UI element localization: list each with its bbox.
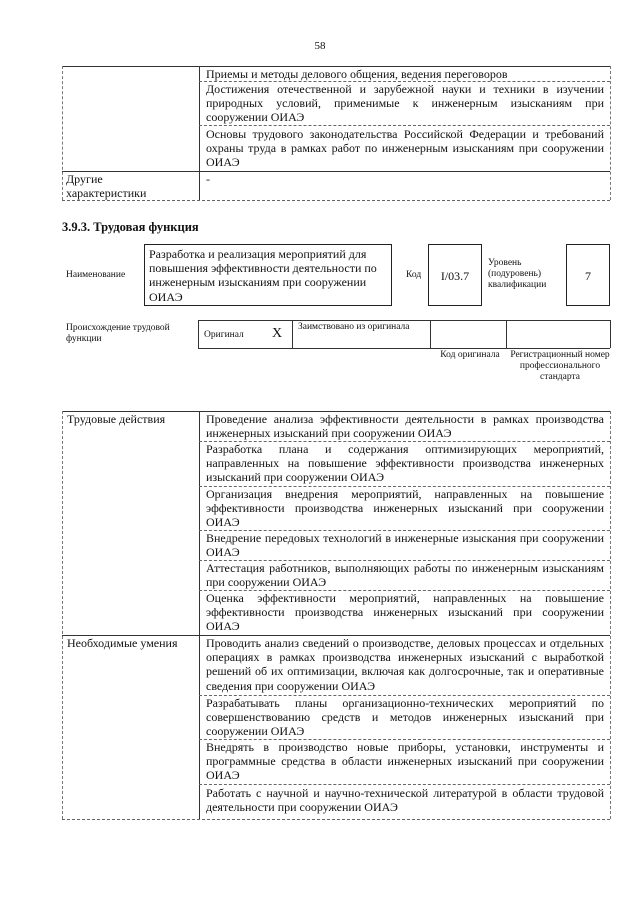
name-box [144,244,392,306]
code-label: Код [406,270,422,280]
table-right-border [610,411,611,819]
level-value: 7 [585,269,591,283]
skill-item: Проводить анализ сведений о производстве, деловых процессах и отдельных операциях в рамках производства инженерных изысканий с выработкой решений об их оптимизации, включая как долгосрочные, так и оперативные сведения при сооружении ОИАЭ [206,636,604,693]
origin-divider [198,320,199,348]
skills-label: Необходимые умения [67,636,178,650]
name-value: Разработка и реализация мероприятий для повышения эффективности деятельности по инженерным изысканиям при сооружении ОИАЭ [149,247,377,304]
skill-item: Разрабатывать планы организационно-технических мероприятий по совершенствованию средств и методов инженерных изысканий при сооружении ОИАЭ [206,696,604,739]
table-left-border [62,411,63,819]
origin-divider [292,320,293,348]
section-title: 3.9.3. Трудовая функция [62,220,199,234]
table-bottom-border [62,819,610,820]
code-caption: Код оригинала [440,350,500,360]
level-box [566,244,610,306]
skill-item: Работать с научной и научно-технической литературой в области трудовой деятельности при сооружении ОИАЭ [206,786,604,815]
origin-bottom-border [198,348,610,349]
row-divider [199,125,610,126]
knowledge-item: Приемы и методы делового общения, ведения переговоров [206,67,508,81]
labor-action-item: Разработка плана и содержания оптимизирующих мероприятий, направленных на повышение эффективности производства инженерных изысканий при сооружении ОИАЭ [206,442,604,485]
name-label: Наименование [66,270,126,280]
labor-action-item: Аттестация работников, выполняющих работы по инженерным изысканиям при сооружении ОИАЭ [206,561,604,590]
labor-action-item: Оценка эффективности мероприятий, направленных на повышение эффективности производства инженерных изысканий при сооружении ОИАЭ [206,591,604,634]
table-bottom-border [62,200,610,201]
other-characteristics-label: Другие характеристики [66,172,147,201]
labor-action-item: Внедрение передовых технологий в инженерные изыскания при сооружении ОИАЭ [206,531,604,560]
knowledge-item: Достижения отечественной и зарубежной науки и техники в изучении природных условий, применимые к инженерным изысканиям при сооружении ОИАЭ [206,82,604,125]
table-right-border [610,66,611,200]
origin-label: Происхождение трудовой функции [66,323,170,344]
origin-divider [430,320,431,348]
table-column-divider [199,411,200,819]
labor-action-item: Организация внедрения мероприятий, направленных на повышение эффективности производства инженерных изысканий при сооружении ОИАЭ [206,487,604,530]
page-number: 58 [314,40,326,52]
other-characteristics-value: - [206,172,210,186]
reg-caption: Регистрационный номер профессионального стандарта [510,350,610,382]
code-box [428,244,482,306]
skill-item: Внедрять в производство новые приборы, установки, инструменты и программные средства в области инженерных изысканий при сооружении ОИАЭ [206,740,604,783]
original-mark: X [272,326,283,341]
knowledge-item: Основы трудового законодательства Российской Федерации и требований охраны труда в рамках работ по инженерным изысканиям при сооружении ОИАЭ [206,127,604,170]
labor-action-item: Проведение анализа эффективности деятельности в рамках производства инженерных изысканий при сооружении ОИАЭ [206,412,604,441]
borrowed-label: Заимствовано из оригинала [298,322,410,332]
origin-divider [610,320,611,348]
origin-divider [506,320,507,348]
row-divider [199,784,610,785]
table-column-divider [199,66,200,200]
original-label: Оригинал [204,330,244,340]
labor-actions-label: Трудовые действия [67,412,166,426]
level-label: Уровень (подуровень) квалификации [488,258,547,290]
code-value: I/03.7 [440,269,470,283]
origin-top-border [198,320,610,321]
table-left-border [62,66,63,200]
